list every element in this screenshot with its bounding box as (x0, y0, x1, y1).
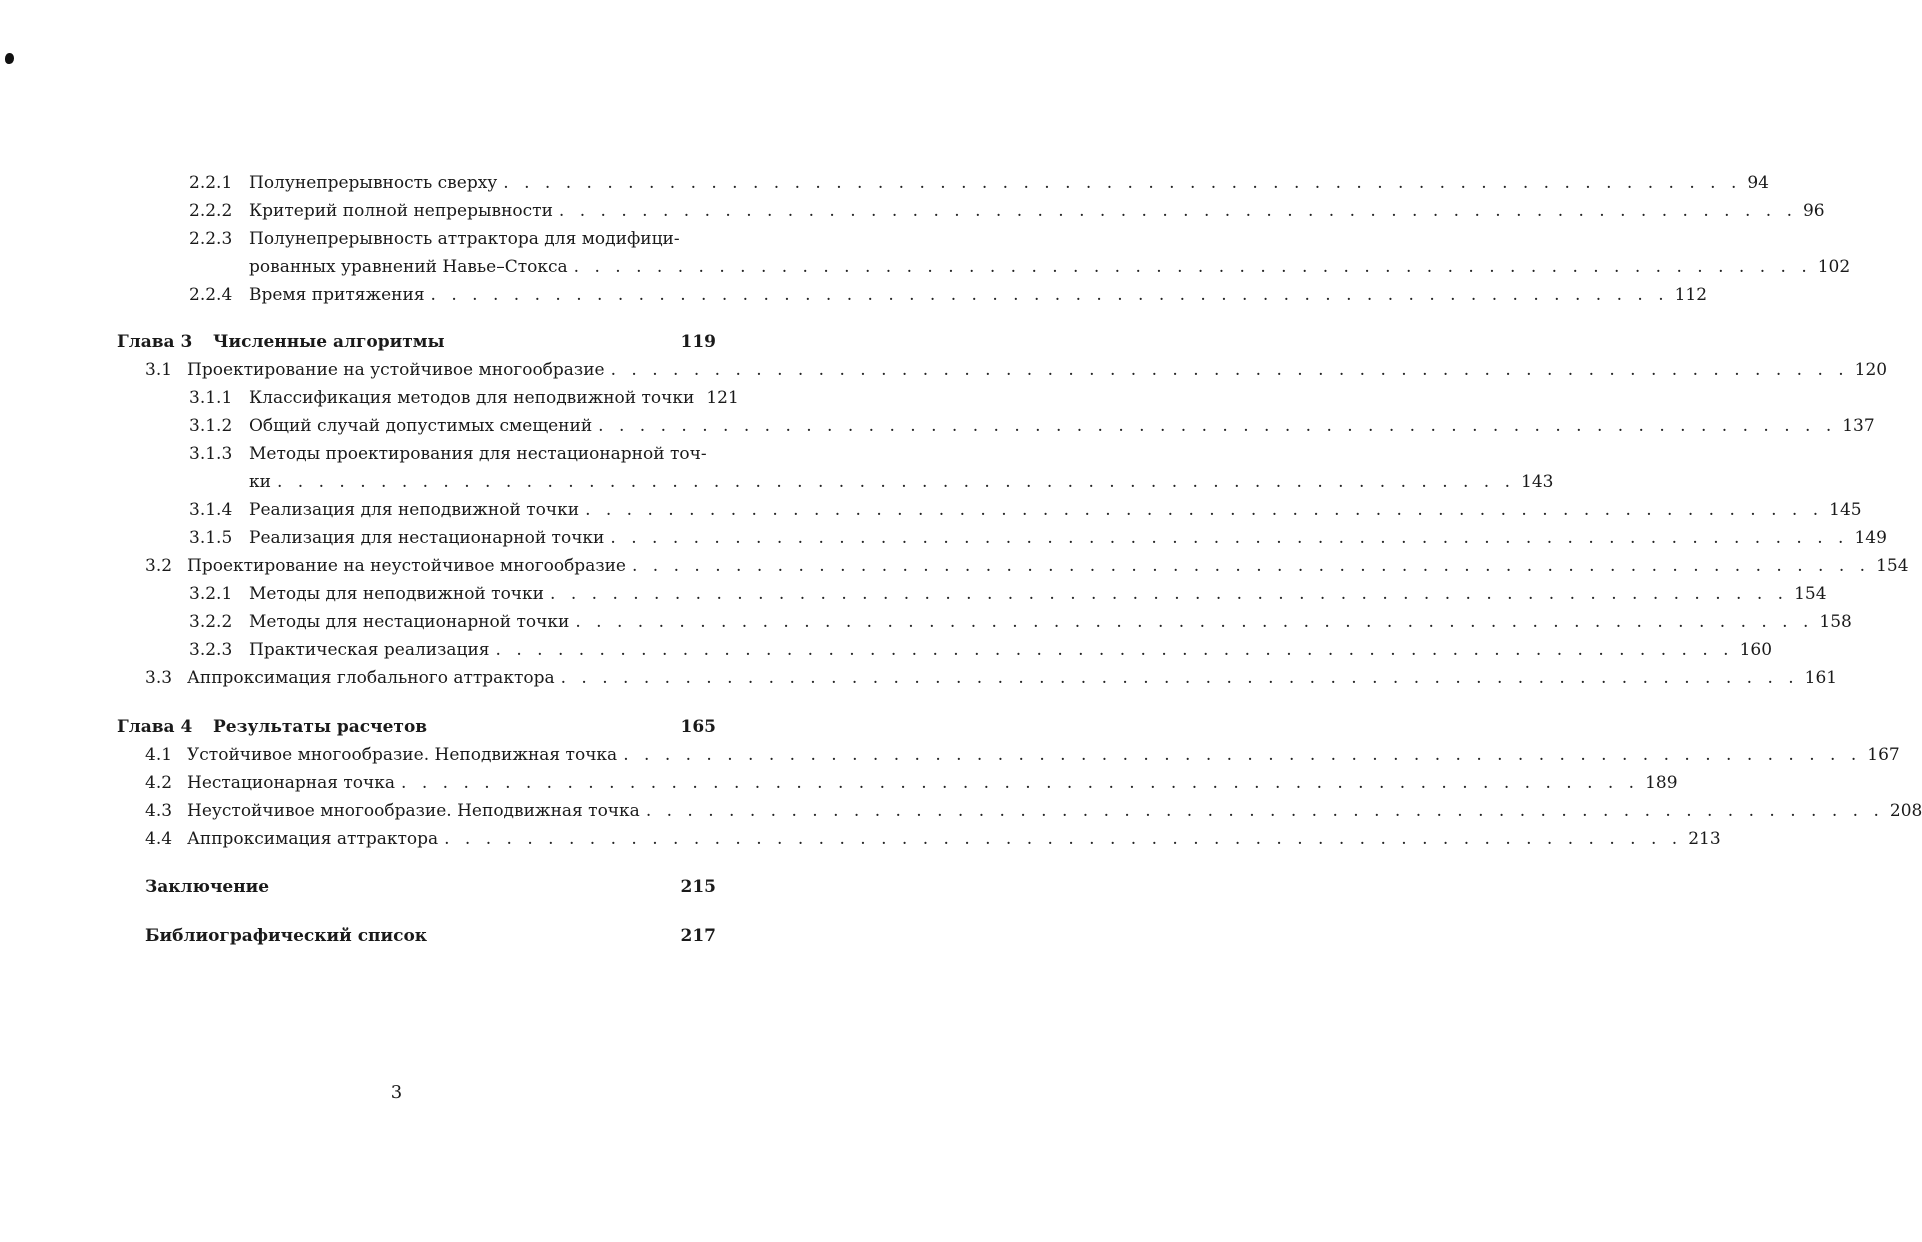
dot-leader: . . . . . . . . . . . . . . . . . . . . . . . . . . . . . . . . . . . . . . . . . . . . . . . . . . . . . . . . . . . . (430, 285, 1669, 305)
toc-entry-title: Классификация методов для неподвижной точки (249, 388, 695, 408)
toc-entry (189, 443, 716, 465)
toc-entry-number: 3.1.1 (189, 388, 233, 408)
dot-leader: . . . . . . . . . . . . . . . . . . . . . . . . . . . . . . . . . . . . . . . . . . . . . . . . . . . . . . . . . . . . (550, 584, 1789, 604)
toc-entry-number: Глава 3 (117, 332, 193, 352)
dot-leader: . . . . . . . . . . . . . . . . . . . . . . . . . . . . . . . . . . . . . . . . . . . . . . . . . . . . . . . . . . . . (645, 801, 1884, 821)
toc-entry (189, 611, 1852, 633)
toc-entry (189, 387, 739, 409)
toc-entry-page: 149 (1854, 528, 1887, 548)
scan-artifact-mark (5, 53, 14, 64)
toc-entry-number: Глава 4 (117, 717, 193, 737)
toc-entry-number: 3.1.4 (189, 500, 233, 520)
toc-entry-number: 3.1.3 (189, 444, 233, 464)
dot-leader: . . . . . . . . . . . . . . . . . . . . . . . . . . . . . . . . . . . . . . . . . . . . . . . . . . . . . . . . . . . . (573, 257, 1812, 277)
toc-entry-page: 137 (1842, 416, 1875, 436)
toc-entry-number: 2.2.3 (189, 229, 233, 249)
dot-leader: . . . . . . . . . . . . . . . . . . . . . . . . . . . . . . . . . . . . . . . . . . . . . . . . . . . . . . . . . . . . (558, 201, 1797, 221)
toc-entry-number: 3.3 (145, 668, 173, 688)
toc-entry (145, 667, 1838, 689)
toc-entry-page: 94 (1747, 173, 1769, 193)
dot-leader: . . . . . . . . . . . . . . . . . . . . . . . . . . . . . . . . . . . . . . . . . . . . . . . . . . . . . . . . . . . . (276, 472, 1516, 492)
toc-entry (145, 555, 1909, 577)
toc-entry-page: 208 (1889, 801, 1922, 821)
dot-leader: . . . . . . . . . . . . . . . . . . . . . . . . . . . . . . . . . . . . . . . . . . . . . . . . . . . . . . . . . . . . (585, 500, 1824, 520)
toc-entry-page: 165 (680, 717, 716, 737)
toc-entry-title: Проектирование на устойчивое многообразие (187, 360, 605, 380)
toc-entry (145, 925, 716, 947)
toc-entry-title: Неустойчивое многообразие. Неподвижная точка (187, 801, 640, 821)
toc-entry-title: Аппроксимация глобального аттрактора (187, 668, 555, 688)
page-number: 3 (390, 1082, 403, 1103)
toc-entry (117, 716, 716, 738)
toc-entry-number: 4.3 (145, 801, 173, 821)
dot-leader: . . . . . . . . . . . . . . . . . . . . . . . . . . . . . . . . . . . . . . . . . . . . . . . . . . . . . . . . . . . . (560, 668, 1799, 688)
toc-entry-number: 3.1.2 (189, 416, 233, 436)
dot-leader: . . . . . . . . . . . . . . . . . . . . . . . . . . . . . . . . . . . . . . . . . . . . . . . . . . . . . . . . . . . . (623, 745, 1862, 765)
toc-entry-page: 213 (1688, 829, 1721, 849)
toc-entry (145, 876, 716, 898)
toc-entry-title: ки (249, 472, 271, 492)
toc-entry-page: 160 (1739, 640, 1773, 660)
toc-entry-title: Проектирование на неустойчивое многообразие (187, 556, 626, 576)
toc-entry-number: 2.2.4 (189, 285, 233, 305)
dot-leader: . . . . . . . . . . . . . . . . . . . . . . . . . . . . . . . . . . . . . . . . . . . . . . . . . . . . . . . . . . . . (495, 640, 1734, 660)
toc-entry-page: 154 (1876, 556, 1909, 576)
toc-entry-title: Критерий полной непрерывности (249, 201, 553, 221)
dot-leader: . . . . . . . . . . . . . . . . . . . . . . . . . . . . . . . . . . . . . . . . . . . . . . . . . . . . . . . . . . . . (401, 773, 1640, 793)
dot-leader: . . . . . . . . . . . . . . . . . . . . . . . . . . . . . . . . . . . . . . . . . . . . . . . . . . . . . . . . . . . . (610, 360, 1849, 380)
toc-entry-number: 3.2.3 (189, 640, 233, 660)
toc-entry-title: Время притяжения (249, 285, 425, 305)
toc-entry (189, 527, 1887, 549)
toc-entry (189, 499, 1862, 521)
dot-leader: . . . . . . . . . . . . . . . . . . . . . . . . . . . . . . . . . . . . . . . . . . . . . . . . . . . . . . . . . . . . (632, 556, 1871, 576)
toc-entry-title: Численные алгоритмы (213, 332, 445, 352)
toc-entry (189, 172, 1769, 194)
toc-entry-page: 143 (1521, 472, 1554, 492)
toc-entry-title: Результаты расчетов (213, 717, 428, 737)
toc-entry-page: 217 (680, 926, 716, 946)
toc-entry-page: 215 (680, 877, 716, 897)
toc-entry (189, 228, 716, 250)
dot-leader: . . . . . . . . . . . . . . . . . . . . . . . . . . . . . . . . . . . . . . . . . . . . . . . . . . . . . . . . . . . . (503, 173, 1742, 193)
toc-entry-title: Полунепрерывность аттрактора для модифици- (249, 229, 680, 249)
toc-entry-page: 96 (1802, 201, 1825, 221)
toc-entry-page: 189 (1645, 773, 1678, 793)
toc-entry-title: Реализация для неподвижной точки (249, 500, 580, 520)
dot-leader: . . . . . . . . . . . . . . . . . . . . . . . . . . . . . . . . . . . . . . . . . . . . . . . . . . . . . . . . . . . . (575, 612, 1814, 632)
toc-entry (145, 828, 1721, 850)
toc-entry (189, 415, 1875, 437)
toc-entry (145, 772, 1678, 794)
toc-entry-title: Аппроксимация аттрактора (187, 829, 439, 849)
toc-entry-title: рованных уравнений Навье–Стокса (249, 257, 568, 277)
toc-entry-title: Библиографический список (145, 926, 428, 946)
toc-entry-number: 2.2.2 (189, 201, 233, 221)
dot-leader: . . . . . . . . . . . . . . . . . . . . . . . . . . . . . . . . . . . . . . . . . . . . . . . . . . . . . . . . . . . . (444, 829, 1683, 849)
toc-entry-number: 3.1 (145, 360, 173, 380)
toc-entry (249, 256, 1851, 278)
toc-entry-title: Методы проектирования для нестационарной точ- (249, 444, 707, 464)
toc-entry-number: 4.4 (145, 829, 173, 849)
toc-entry-number: 3.1.5 (189, 528, 233, 548)
toc-entry (189, 200, 1825, 222)
toc-entry-title: Реализация для нестационарной точки (249, 528, 605, 548)
toc-entry-page: 112 (1674, 285, 1708, 305)
toc-entry-page: 120 (1854, 360, 1888, 380)
toc-entry-page: 158 (1819, 612, 1852, 632)
toc-entry-title: Устойчивое многообразие. Неподвижная точка (187, 745, 618, 765)
toc-entry (145, 800, 1922, 822)
toc-entry-number: 2.2.1 (189, 173, 233, 193)
toc-entry-number: 3.2.2 (189, 612, 233, 632)
toc-entry (249, 471, 1554, 493)
toc-entry (145, 359, 1888, 381)
toc-entry (189, 583, 1827, 605)
toc-entry-page: 154 (1794, 584, 1827, 604)
toc-entry-title: Методы для неподвижной точки (249, 584, 545, 604)
toc-entry (117, 331, 716, 353)
toc-entry (145, 744, 1900, 766)
toc-entry-title: Нестационарная точка (187, 773, 396, 793)
dot-leader: . . . . . . . . . . . . . . . . . . . . . . . . . . . . . . . . . . . . . . . . . . . . . . . . . . . . . . . . . . . . (610, 528, 1849, 548)
toc-entry-number: 3.2.1 (189, 584, 233, 604)
toc-entry (189, 284, 1708, 306)
toc-entry-title: Практическая реализация (249, 640, 490, 660)
toc-entry-page: 167 (1867, 745, 1900, 765)
toc-entry-title: Общий случай допустимых смещений (249, 416, 593, 436)
toc-entry-page: 145 (1829, 500, 1862, 520)
toc-entry-page: 119 (680, 332, 716, 352)
toc-entry-number: 3.2 (145, 556, 173, 576)
toc-entry-page: 161 (1804, 668, 1838, 688)
toc-entry-title: Методы для нестационарной точки (249, 612, 570, 632)
toc-entry-title: Полунепрерывность сверху (249, 173, 498, 193)
toc-entry (189, 639, 1773, 661)
toc-entry-title: Заключение (145, 877, 270, 897)
toc-entry-number: 4.2 (145, 773, 173, 793)
dot-leader: . . . . . . . . . . . . . . . . . . . . . . . . . . . . . . . . . . . . . . . . . . . . . . . . . . . . . . . . . . . . (598, 416, 1837, 436)
toc-entry-number: 4.1 (145, 745, 173, 765)
toc-entry-page: 102 (1817, 257, 1851, 277)
toc-entry-page: 121 (706, 388, 739, 408)
